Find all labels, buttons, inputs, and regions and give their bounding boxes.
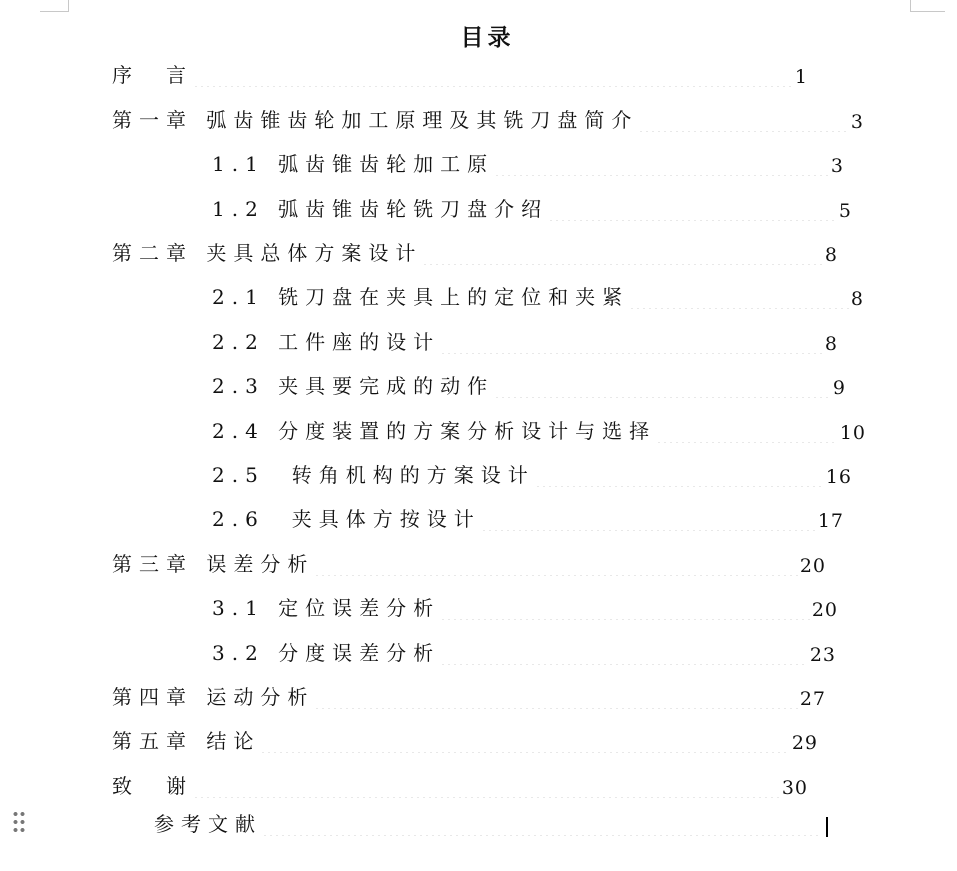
toc-leader-dots bbox=[548, 201, 837, 221]
toc-entry-section-2-3[interactable] bbox=[212, 373, 846, 399]
toc-entry-section-2-5[interactable] bbox=[212, 462, 852, 488]
toc-entry-label: 序 言 bbox=[112, 63, 193, 87]
toc-leader-dots bbox=[494, 156, 829, 176]
toc-entry-label: 参考文献 bbox=[154, 812, 262, 836]
crop-mark-top-right bbox=[910, 0, 945, 12]
toc-leader-dots bbox=[440, 334, 823, 354]
toc-page-number: 9 bbox=[832, 377, 846, 399]
toc-leader-dots bbox=[422, 245, 823, 265]
toc-leader-dots bbox=[314, 689, 797, 709]
toc-entry-label: 第三章 误差分析 bbox=[112, 552, 315, 576]
toc-entry-chapter-4[interactable] bbox=[112, 684, 826, 710]
toc-entry-section-1-1[interactable] bbox=[212, 151, 844, 177]
toc-leader-dots bbox=[193, 67, 793, 87]
toc-entry-label: 2.2 工件座的设计 bbox=[212, 330, 441, 354]
toc-entry-label: 第二章 夹具总体方案设计 bbox=[112, 241, 423, 265]
toc-entry-section-2-1[interactable] bbox=[212, 284, 864, 310]
toc-entry-section-2-6[interactable] bbox=[212, 506, 844, 532]
toc-entry-references[interactable] bbox=[154, 811, 824, 837]
toc-leader-dots bbox=[629, 289, 849, 309]
toc-page-number: 1 bbox=[794, 66, 808, 88]
toc-entry-label: 1.1 弧齿锥齿轮加工原 bbox=[212, 152, 495, 176]
toc-leader-dots bbox=[193, 778, 780, 798]
toc-page-number: 8 bbox=[824, 244, 838, 266]
toc-page-number: 10 bbox=[839, 422, 866, 444]
toc-entry-chapter-3[interactable] bbox=[112, 551, 826, 577]
toc-leader-dots bbox=[481, 511, 816, 531]
toc-leader-dots bbox=[440, 600, 810, 620]
toc-entry-label: 2.5 转角机构的方案设计 bbox=[212, 463, 535, 487]
toc-entry-preface[interactable] bbox=[112, 62, 808, 88]
toc-leader-dots bbox=[440, 645, 808, 665]
toc-entry-label: 致 谢 bbox=[112, 774, 193, 798]
toc-leader-dots bbox=[535, 467, 824, 487]
crop-mark-top-left bbox=[40, 0, 69, 12]
text-cursor bbox=[826, 817, 828, 837]
toc-entry-chapter-5[interactable] bbox=[112, 728, 818, 754]
toc-page-number: 3 bbox=[850, 111, 864, 133]
toc-page-number: 29 bbox=[791, 732, 818, 754]
toc-entry-label: 3.1 定位误差分析 bbox=[212, 596, 441, 620]
toc-entry-label: 2.4 分度装置的方案分析设计与选择 bbox=[212, 419, 657, 443]
toc-entry-section-1-2[interactable] bbox=[212, 196, 852, 222]
toc-entry-chapter-2[interactable] bbox=[112, 240, 838, 266]
toc-entry-label: 1.2 弧齿锥齿轮铣刀盘介绍 bbox=[212, 197, 549, 221]
page-title: 目录 bbox=[460, 24, 515, 51]
toc-entry-label: 第五章 结论 bbox=[112, 729, 261, 753]
toc-entry-label: 第四章 运动分析 bbox=[112, 685, 315, 709]
toc-page-number: 8 bbox=[824, 333, 838, 355]
toc-page-number: 5 bbox=[838, 200, 852, 222]
toc-page-number: 16 bbox=[825, 466, 852, 488]
toc-page-number: 30 bbox=[781, 777, 808, 799]
toc-page-number: 20 bbox=[799, 555, 826, 577]
toc-leader-dots bbox=[494, 378, 831, 398]
toc-page-number: 20 bbox=[811, 599, 838, 621]
toc-page-number: 17 bbox=[817, 510, 844, 532]
toc-entry-label: 2.1 铣刀盘在夹具上的定位和夹紧 bbox=[212, 285, 630, 309]
toc-page-number: 8 bbox=[850, 288, 864, 310]
toc-leader-dots bbox=[260, 733, 789, 753]
toc-entry-label: 2.6 夹具体方按设计 bbox=[212, 507, 481, 531]
toc-page-number: 3 bbox=[830, 155, 844, 177]
toc-entry-chapter-1[interactable] bbox=[112, 107, 864, 133]
toc-entry-section-2-4[interactable] bbox=[212, 418, 866, 444]
toc-entry-acknowledgements[interactable] bbox=[112, 773, 808, 799]
drag-handle-icon[interactable] bbox=[12, 810, 26, 834]
toc-leader-dots bbox=[656, 423, 838, 443]
toc-leader-dots bbox=[314, 556, 797, 576]
toc-entry-section-3-2[interactable] bbox=[212, 640, 836, 666]
toc-entry-label: 第一章 弧齿锥齿轮加工原理及其铣刀盘简介 bbox=[112, 108, 639, 132]
toc-page-number: 27 bbox=[799, 688, 826, 710]
toc-entry-section-2-2[interactable] bbox=[212, 329, 838, 355]
toc-entry-section-3-1[interactable] bbox=[212, 595, 838, 621]
toc-entry-label: 3.2 分度误差分析 bbox=[212, 641, 441, 665]
toc-leader-dots bbox=[262, 816, 822, 836]
toc-page-number: 23 bbox=[809, 644, 836, 666]
toc-entry-label: 2.3 夹具要完成的动作 bbox=[212, 374, 495, 398]
toc-leader-dots bbox=[638, 112, 849, 132]
